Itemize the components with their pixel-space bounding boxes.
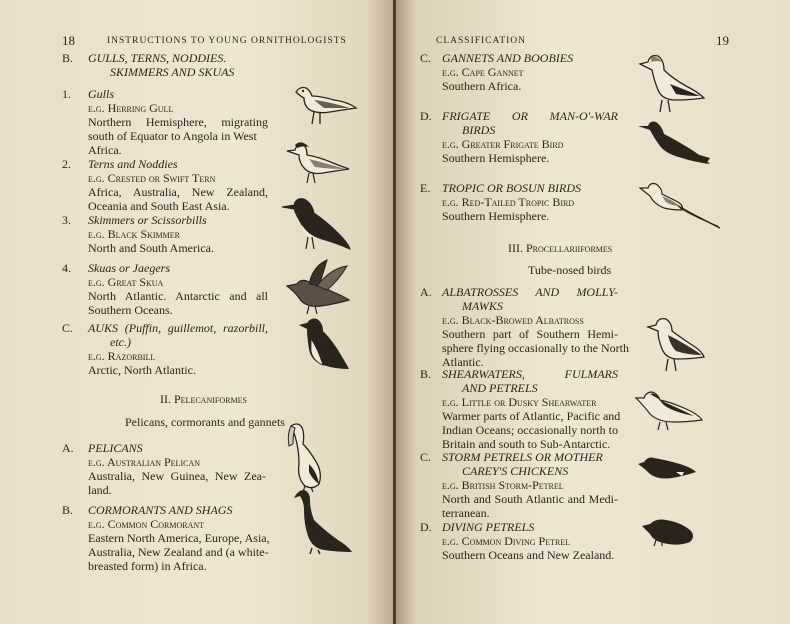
- entry-title: SHEARWATERS, FULMARS: [442, 367, 618, 381]
- black-browed-albatross-illustration: [644, 315, 706, 375]
- entry-title: CORMORANTS AND SHAGS: [88, 503, 233, 517]
- running-head-right: CLASSIFICATION: [436, 36, 527, 46]
- herring-gull-illustration: [290, 78, 358, 128]
- order-subtitle: Pelicans, cormorants and gannets: [125, 415, 285, 429]
- entry-title: MAWKS: [462, 299, 503, 313]
- entry-example: e.g. Common Diving Petrel: [442, 534, 571, 548]
- entry-title: TROPIC OR BOSUN BIRDS: [442, 181, 581, 195]
- entry-marker: E.: [420, 181, 431, 195]
- entry-range: Warmer parts of Atlantic, Pacific and: [442, 409, 621, 423]
- page-number-left: 18: [62, 33, 75, 48]
- entry-title: etc.): [110, 335, 131, 349]
- order-numeral: II.: [160, 392, 171, 406]
- entry-range: breasted form) in Africa.: [88, 559, 207, 573]
- entry-range: sphere flying occasionally to the North: [442, 341, 629, 355]
- entry-range: Britain and south to Sub-Antarctic.: [442, 437, 611, 451]
- entry-example: e.g. Black-Browed Albatross: [442, 313, 584, 327]
- common-cormorant-illustration: [290, 488, 354, 556]
- entry-marker: B.: [420, 367, 432, 381]
- entry-example: e.g. Little or Dusky Shearwater: [442, 395, 597, 409]
- order-name: Procellariiformes: [526, 241, 613, 255]
- entry-marker: C.: [420, 51, 432, 65]
- section-marker: B.: [62, 51, 74, 65]
- entry-marker: B.: [62, 503, 74, 517]
- entry-range: North Atlantic. Antarctic and all: [88, 289, 268, 303]
- running-head-left: INSTRUCTIONS TO YOUNG ORNITHOLOGISTS: [107, 36, 347, 46]
- entry-marker: A.: [420, 285, 432, 299]
- order-heading: [508, 241, 612, 255]
- section-title: GULLS, TERNS, NODDIES.: [88, 51, 227, 65]
- entry-range: Southern Hemisphere.: [442, 209, 550, 223]
- entry-range: terranean.: [442, 506, 490, 520]
- order-subtitle: Tube-nosed birds: [528, 263, 612, 277]
- entry-range: Africa, Australia, New Zealand,: [88, 185, 268, 199]
- entry-range: North and South America.: [88, 241, 214, 255]
- entry-marker: C.: [420, 450, 432, 464]
- entry-title: AND PETRELS: [462, 381, 538, 395]
- entry-range: Africa.: [88, 143, 122, 157]
- entry-example: e.g. Razorbill: [88, 349, 156, 363]
- entry-marker: C.: [62, 321, 74, 335]
- entry-range: Indian Oceans; occasionally north to: [442, 423, 618, 437]
- entry-marker: 1.: [62, 87, 71, 101]
- order-numeral: III.: [508, 241, 523, 255]
- entry-range: Oceania and South East Asia.: [88, 199, 230, 213]
- page-number-right: 19: [716, 33, 729, 48]
- dusky-shearwater-illustration: [634, 388, 704, 434]
- entry-range: Atlantic.: [442, 355, 484, 369]
- crested-tern-illustration: [285, 135, 351, 187]
- entry-range: Eastern North America, Europe, Asia,: [88, 531, 270, 545]
- razorbill-illustration: [295, 315, 353, 373]
- entry-range: Northern Hemisphere, migrating: [88, 115, 268, 129]
- entry-range: North and South Atlantic and Medi-: [442, 492, 618, 506]
- entry-example: e.g. Black Skimmer: [88, 227, 181, 241]
- entry-title: FRIGATE OR MAN-O'-WAR: [442, 109, 618, 123]
- entry-range: Southern Africa.: [442, 79, 522, 93]
- entry-marker: A.: [62, 441, 74, 455]
- entry-range: south of Equator to Angola in West: [88, 129, 257, 143]
- entry-example: e.g. Common Cormorant: [88, 517, 205, 531]
- red-tailed-tropic-bird-illustration: [636, 180, 722, 232]
- great-skua-illustration: [283, 256, 351, 316]
- right-page: [396, 0, 790, 624]
- entry-title: STORM PETRELS OR MOTHER: [442, 450, 603, 464]
- left-page: [0, 0, 394, 624]
- entry-example: e.g. Cape Gannet: [442, 65, 524, 79]
- section-title: SKIMMERS AND SKUAS: [110, 65, 235, 79]
- entry-title: BIRDS: [462, 123, 496, 137]
- australian-pelican-illustration: [285, 420, 337, 492]
- entry-title: Terns and Noddies: [88, 157, 178, 171]
- entry-title: Skuas or Jaegers: [88, 261, 170, 275]
- entry-example: e.g. British Storm-Petrel: [442, 478, 564, 492]
- entry-title: PELICANS: [88, 441, 143, 455]
- entry-range: Australia, New Guinea, New Zea-: [88, 469, 266, 483]
- british-storm-petrel-illustration: [636, 452, 698, 484]
- entry-marker: D.: [420, 520, 432, 534]
- entry-example: e.g. Red-Tailed Tropic Bird: [442, 195, 575, 209]
- cape-gannet-illustration: [636, 50, 706, 116]
- entry-example: e.g. Greater Frigate Bird: [442, 137, 564, 151]
- entry-example: e.g. Great Skua: [88, 275, 164, 289]
- entry-range: Australia, New Zealand and (a white-: [88, 545, 269, 559]
- entry-range: Southern Oceans and New Zealand.: [442, 548, 615, 562]
- entry-example: e.g. Herring Gull: [88, 101, 174, 115]
- entry-marker: 4.: [62, 261, 71, 275]
- order-heading: [160, 392, 247, 406]
- entry-marker: 3.: [62, 213, 71, 227]
- entry-title: CAREY'S CHICKENS: [462, 464, 569, 478]
- entry-range: Southern part of Southern Hemi-: [442, 327, 618, 341]
- common-diving-petrel-illustration: [640, 514, 696, 548]
- entry-marker: 2.: [62, 157, 71, 171]
- entry-title: DIVING PETRELS: [442, 520, 535, 534]
- entry-range: land.: [88, 483, 112, 497]
- black-skimmer-illustration: [280, 195, 352, 253]
- entry-range: Arctic, North Atlantic.: [88, 363, 196, 377]
- entry-title: Gulls: [88, 87, 115, 101]
- entry-title: Skimmers or Scissorbills: [88, 213, 207, 227]
- entry-example: e.g. Crested or Swift Tern: [88, 171, 216, 185]
- entry-marker: D.: [420, 109, 432, 123]
- entry-range: Southern Hemisphere.: [442, 151, 550, 165]
- entry-range: Southern Oceans.: [88, 303, 173, 317]
- entry-title: GANNETS AND BOOBIES: [442, 51, 574, 65]
- entry-title: ALBATROSSES AND MOLLY-: [442, 285, 618, 299]
- greater-frigate-bird-illustration: [636, 120, 712, 168]
- order-name: Pelecaniformes: [174, 392, 247, 406]
- entry-example: e.g. Australian Pelican: [88, 455, 201, 469]
- entry-title: AUKS (Puffin, guillemot, razorbill,: [88, 321, 268, 335]
